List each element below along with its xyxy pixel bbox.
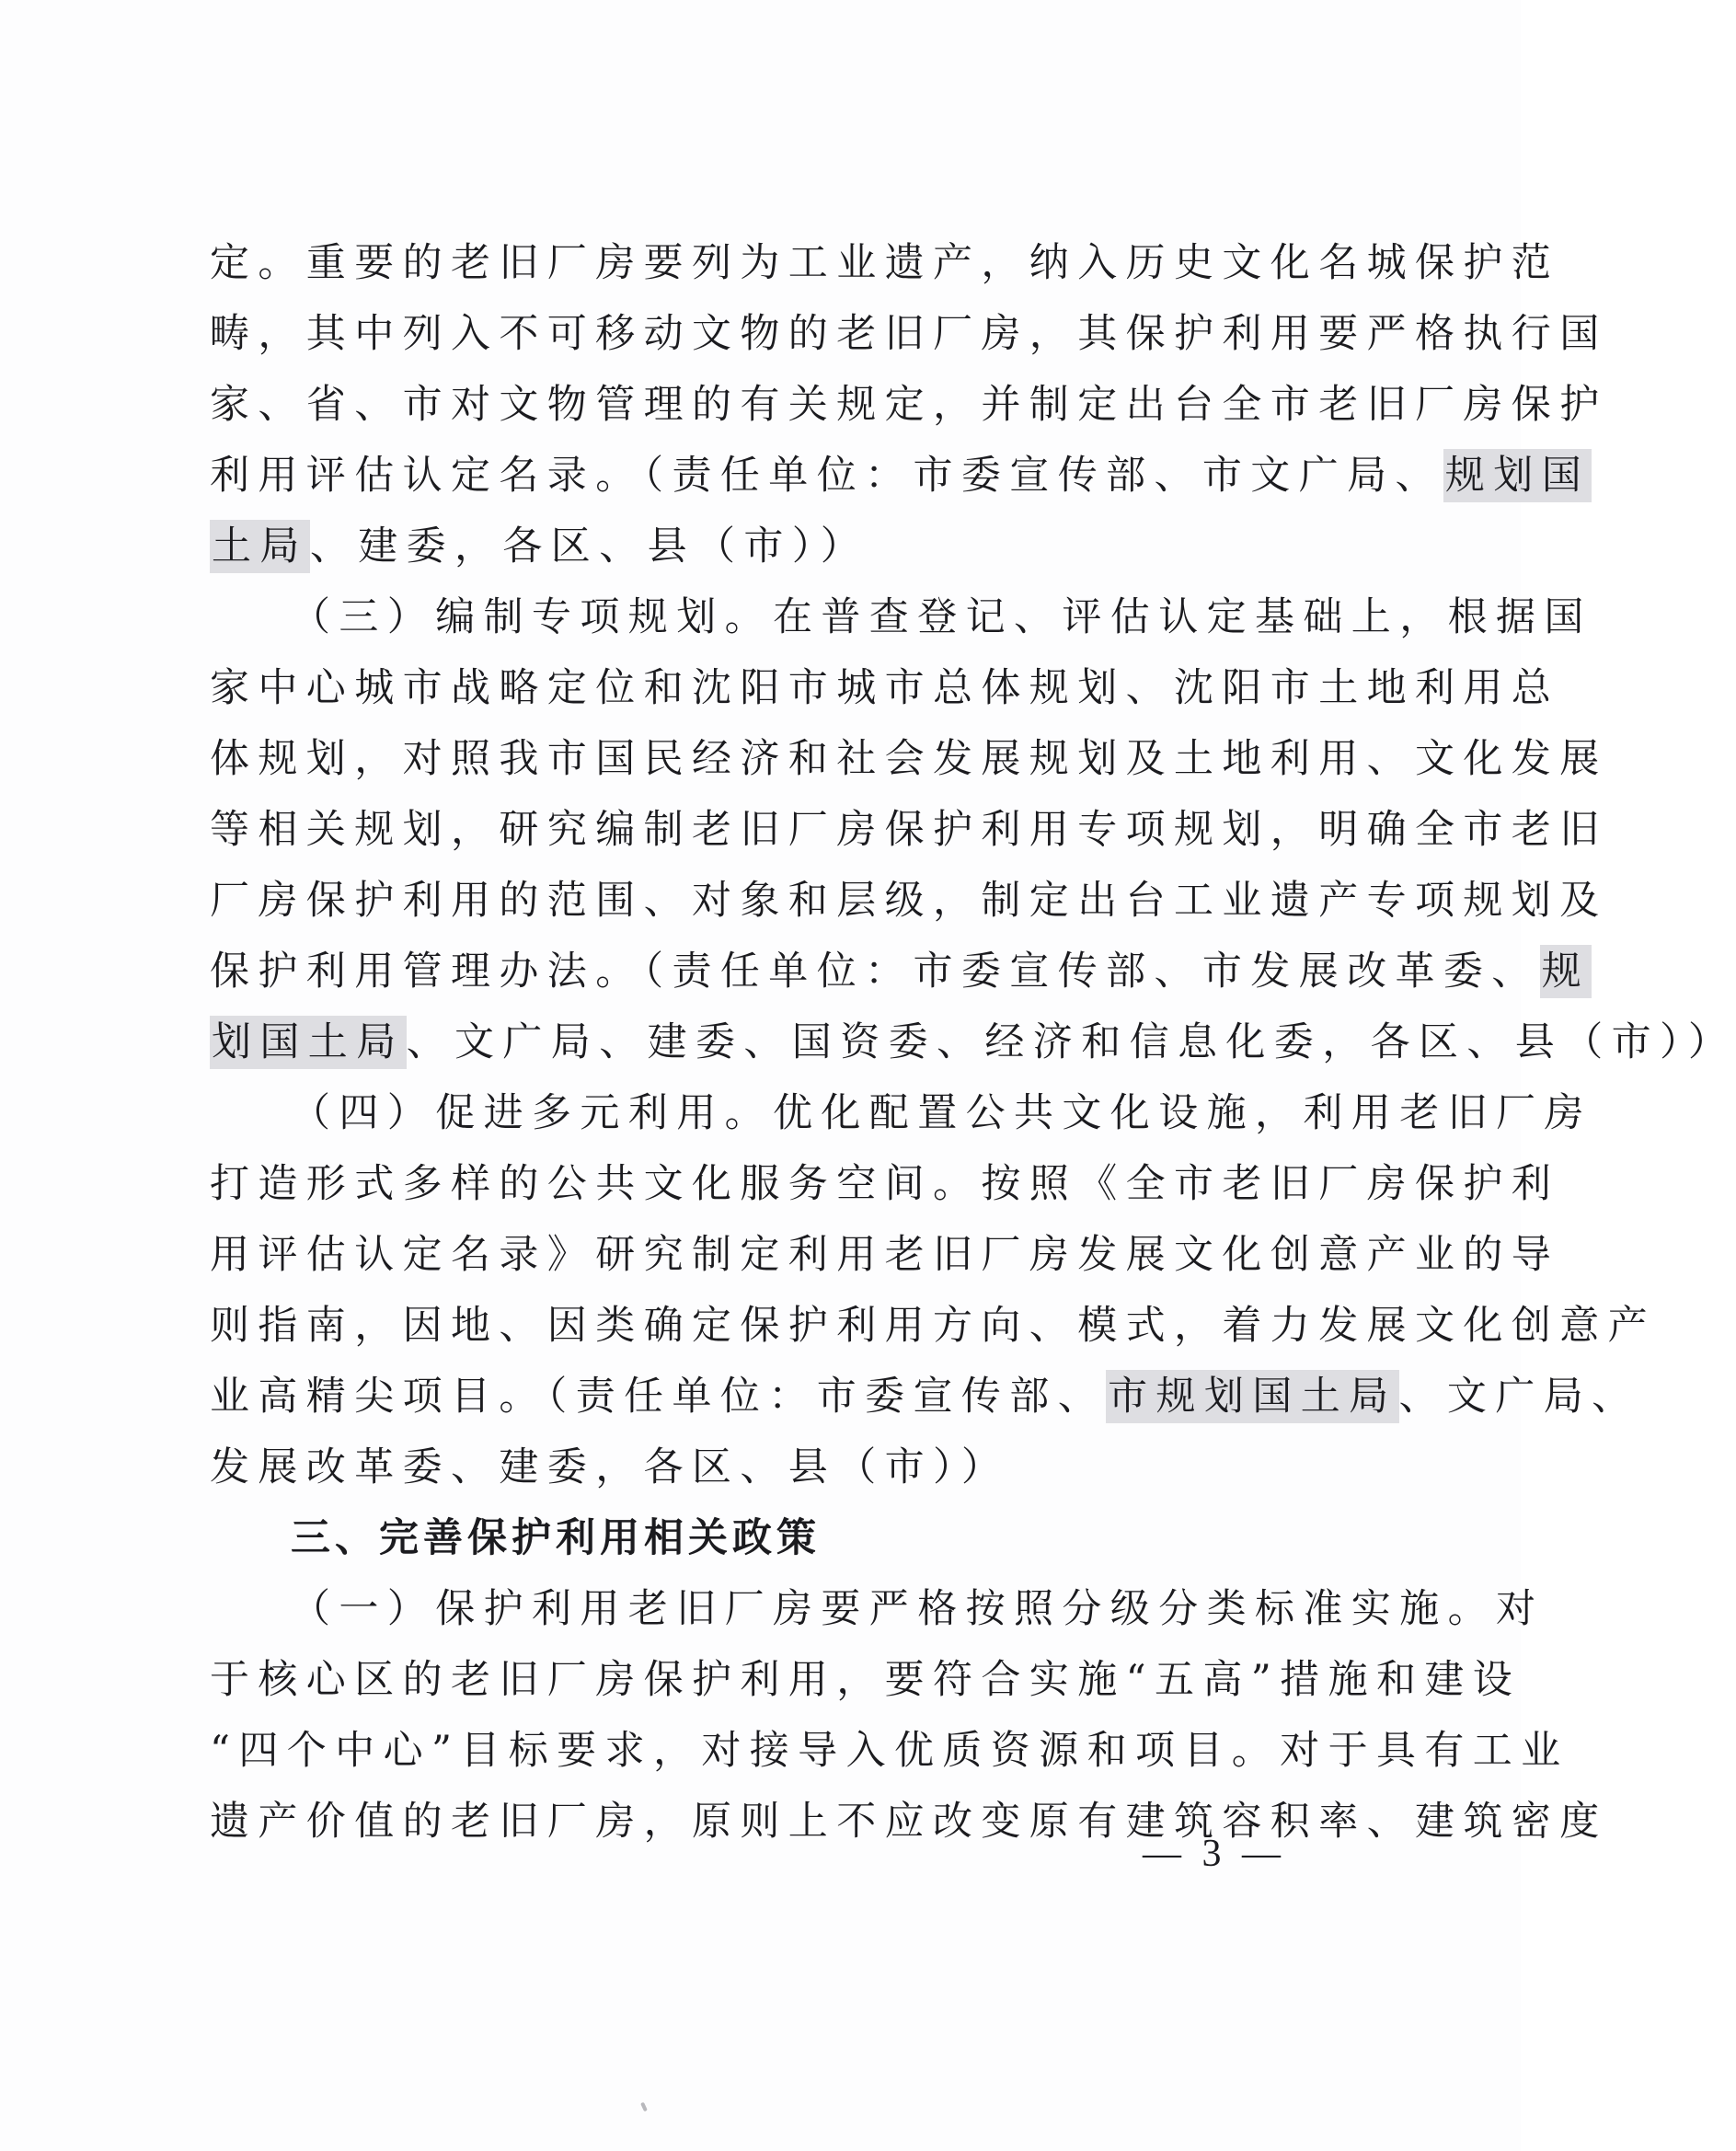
text-line [210, 1360, 1640, 1433]
highlighted-text: 土局 [210, 520, 310, 573]
text-segment: （一）保护利用老旧厂房要严格按照分级分类标准实施。对 [291, 1586, 1545, 1632]
text-segment: 、建委，各区、县（市）） [309, 523, 869, 569]
text-segment: 畴，其中列入不可移动文物的老旧厂房，其保护利用要严格执行国 [210, 311, 1608, 357]
text-line [210, 651, 1560, 725]
text-segment: 、文广局、 [1398, 1374, 1640, 1420]
text-segment: 用评估认定名录》研究制定利用老旧厂房发展文化创意产业的导 [210, 1232, 1560, 1278]
text-line [210, 226, 1560, 300]
text-line [210, 510, 1314, 583]
text-line [210, 1289, 1656, 1363]
text-line [210, 793, 1608, 867]
highlighted-text: 市规划国土局 [1106, 1370, 1398, 1423]
text-segment: 于核心区的老旧厂房保护利用，要符合实施“五高”措施和建设 [210, 1657, 1522, 1703]
text-line [210, 722, 1608, 796]
highlighted-text: 规 [1540, 945, 1592, 998]
text-segment: 、文广局、建委、国资委、经济和信息化委，各区、县（市）） [406, 1019, 1736, 1065]
section-heading [291, 1501, 1314, 1575]
text-segment: 定。重要的老旧厂房要列为工业遗产，纳入历史文化名城保护范 [210, 240, 1560, 286]
text-segment: 体规划，对照我市国民经济和社会发展规划及土地利用、文化发展 [210, 736, 1608, 782]
highlighted-text: 划国土局 [210, 1016, 407, 1069]
text-line [210, 1714, 1569, 1788]
text-segment: 厂房保护利用的范围、对象和层级，制定出台工业遗产专项规划及 [210, 878, 1608, 924]
text-segment: 业高精尖项目。（责任单位：市委宣传部、 [210, 1374, 1107, 1420]
text-segment: 发展改革委、建委，各区、县（市）） [210, 1444, 1010, 1490]
text-segment: （四）促进多元利用。优化配置公共文化设施，利用老旧厂房 [291, 1090, 1592, 1136]
text-line [291, 1572, 1545, 1646]
page-number: — 3 — [1143, 1833, 1286, 1875]
text-line [210, 1643, 1522, 1717]
text-line [210, 1006, 1736, 1079]
text-segment: 家中心城市战略定位和沈阳市城市总体规划、沈阳市土地利用总 [210, 665, 1560, 711]
section-heading-text: 三、完善保护利用相关政策 [291, 1515, 821, 1561]
text-segment: 打造形式多样的公共文化服务空间。按照《全市老旧厂房保护利 [210, 1161, 1560, 1207]
text-line [210, 1218, 1560, 1292]
text-line [210, 297, 1608, 371]
text-segment: 等相关规划，研究编制老旧厂房保护利用专项规划，明确全市老旧 [210, 807, 1608, 853]
text-segment: 则指南，因地、因类确定保护利用方向、模式，着力发展文化创意产 [210, 1303, 1656, 1349]
text-line [210, 1147, 1560, 1221]
text-segment: （三）编制专项规划。在普查登记、评估认定基础上，根据国 [291, 594, 1592, 640]
text-line [210, 935, 1591, 1008]
text-segment: “四个中心”目标要求，对接导入优质资源和项目。对于具有工业 [210, 1728, 1569, 1774]
text-line [210, 864, 1608, 937]
text-line [210, 1431, 1314, 1504]
text-line [210, 368, 1608, 442]
highlighted-text: 规划国 [1443, 449, 1592, 502]
scan-speck [640, 2102, 648, 2112]
text-segment: 保护利用管理办法。（责任单位：市委宣传部、市发展改革委、 [210, 949, 1540, 995]
text-line [210, 439, 1591, 512]
text-segment: 家、省、市对文物管理的有关规定，并制定出台全市老旧厂房保护 [210, 382, 1608, 428]
text-line [291, 1076, 1592, 1150]
text-segment: 利用评估认定名录。（责任单位：市委宣传部、市文广局、 [210, 453, 1443, 499]
text-line [291, 581, 1592, 654]
text-segment: 遗产价值的老旧厂房，原则上不应改变原有建筑容积率、建筑密度 [210, 1799, 1608, 1845]
